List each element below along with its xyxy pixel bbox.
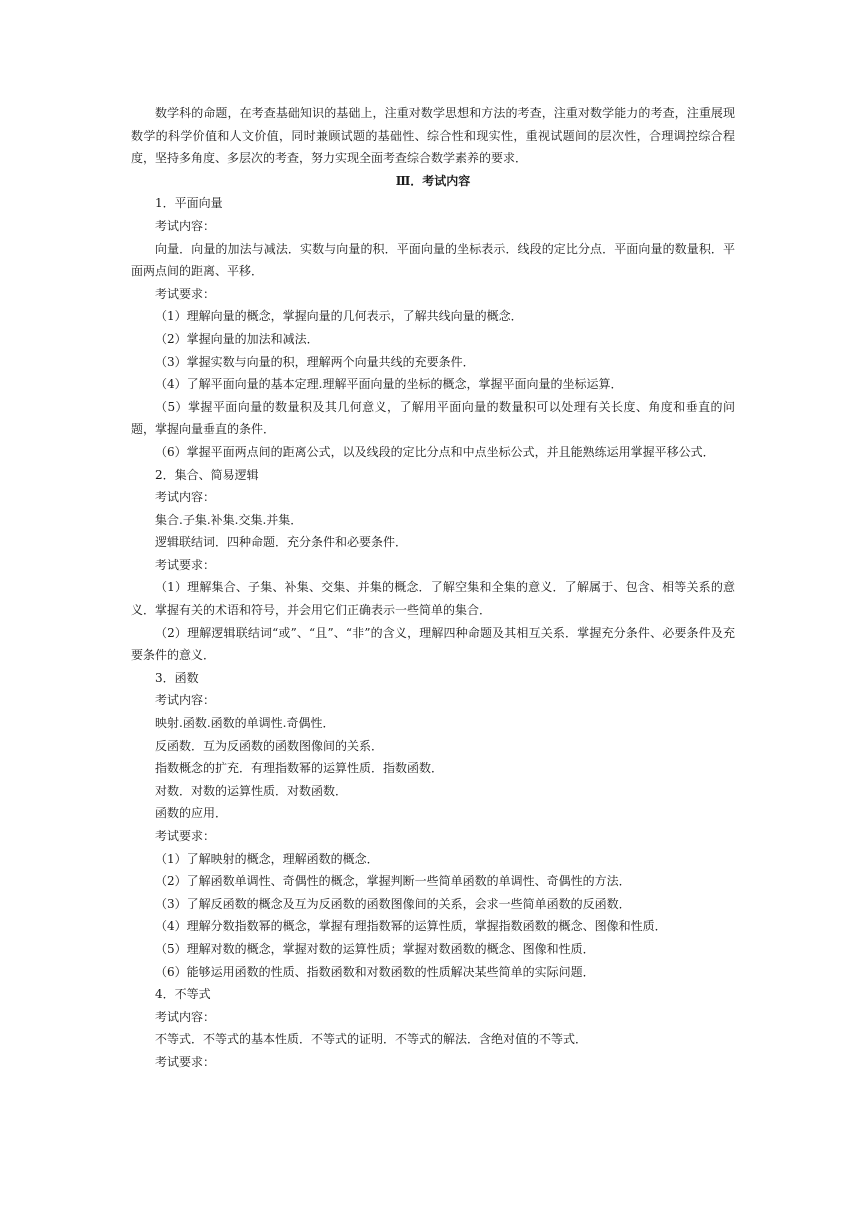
requirement-item: （1）了解映射的概念，理解函数的概念． bbox=[155, 851, 379, 866]
requirement-item: （2）了解函数单调性、奇偶性的概念，掌握判断一些简单函数的单调性、奇偶性的方法． bbox=[155, 874, 631, 889]
section-title: 3．函数 bbox=[155, 670, 199, 685]
requirements-label: 考试要求： bbox=[155, 829, 216, 843]
requirement-item: （6）能够运用函数的性质、指数函数和对数函数的性质解决某些简单的实际问题． bbox=[155, 964, 595, 979]
requirement-item: （6）掌握平面两点间的距离公式，以及线段的定比分点和中点坐标公式，并且能熟练运用掌握平移公式． bbox=[155, 444, 715, 459]
requirement-item: （4）了解平面向量的基本定理.理解平面向量的坐标的概念，掌握平面向量的坐标运算． bbox=[155, 377, 623, 392]
requirements-label: 考试要求： bbox=[155, 557, 216, 572]
content-label: 考试内容： bbox=[155, 1009, 216, 1024]
requirement-item: （3）了解反函数的概念及互为反函数的函数图像间的关系，会求一些简单函数的反函数． bbox=[155, 896, 631, 911]
content-line: 集合.子集.补集.交集.并集． bbox=[155, 512, 303, 527]
requirement-item: （1）理解向量的概念，掌握向量的几何表示，了解共线向量的概念． bbox=[155, 309, 523, 324]
section-title: 1．平面向量 bbox=[155, 196, 223, 211]
content-line: 逻辑联结词．四种命题．充分条件和必要条件． bbox=[155, 535, 408, 550]
content-line: 反函数．互为反函数的函数图像间的关系． bbox=[155, 738, 384, 753]
requirement-item: （2）掌握向量的加法和减法． bbox=[155, 331, 319, 346]
requirements-label: 考试要求： bbox=[155, 286, 216, 301]
content-line: 对数．对数的运算性质．对数函数． bbox=[155, 783, 348, 798]
content-line: 不等式．不等式的基本性质．不等式的证明．不等式的解法．含绝对值的不等式． bbox=[155, 1032, 588, 1047]
section-title: 2．集合、简易逻辑 bbox=[155, 467, 259, 482]
requirements-label: 考试要求： bbox=[155, 1054, 216, 1069]
requirement-item: （5）掌握平面向量的数量积及其几何意义，了解用平面向量的数量积可以处理有关长度、角度和垂直的问题，掌握向量垂直的条件． bbox=[131, 399, 735, 437]
requirement-item: （4）理解分数指数幂的概念，掌握有理指数幂的运算性质，掌握指数函数的概念、图像和性质． bbox=[155, 919, 667, 934]
content-paragraph: 向量．向量的加法与减法．实数与向量的积．平面向量的坐标表示．线段的定比分点．平面向量的数量积．平面两点间的距离、平移． bbox=[131, 241, 735, 279]
requirement-item: （1）理解集合、子集、补集、交集、并集的概念．了解空集和全集的意义．了解属于、包含、相等关系的意义．掌握有关的术语和符号，并会用它们正确表示一些简单的集合． bbox=[131, 580, 735, 618]
content-label: 考试内容： bbox=[155, 490, 216, 505]
content-label: 考试内容： bbox=[155, 693, 216, 708]
content-line: 映射.函数.函数的单调性.奇偶性． bbox=[155, 716, 335, 731]
intro-paragraph: 数学科的命题，在考查基础知识的基础上，注重对数学思想和方法的考查，注重对数学能力的考查，注重展现数学的科学价值和人文价值，同时兼顾试题的基础性、综合性和现实性，重视试题间的层次性，合理调控综合程度，坚持多角度、多层次的考查，努力实现全面考查综合数学素养的要求． bbox=[131, 106, 735, 166]
content-line: 指数概念的扩充．有理指数幂的运算性质．指数函数． bbox=[155, 761, 444, 776]
content-line: 函数的应用． bbox=[155, 806, 228, 821]
content-label: 考试内容： bbox=[155, 218, 216, 233]
section-title: 4．不等式 bbox=[155, 987, 211, 1002]
section-heading: Ⅲ．考试内容 bbox=[395, 173, 471, 188]
requirement-item: （3）掌握实数与向量的积，理解两个向量共线的充要条件． bbox=[155, 354, 475, 369]
requirement-item: （2）理解逻辑联结词“或”、“且”、“非”的含义，理解四种命题及其相互关系．掌握充分条件、必要条件及充要条件的意义． bbox=[131, 625, 735, 663]
requirement-item: （5）理解对数的概念，掌握对数的运算性质；掌握对数函数的概念、图像和性质． bbox=[155, 941, 595, 956]
document-page bbox=[131, 102, 735, 1074]
